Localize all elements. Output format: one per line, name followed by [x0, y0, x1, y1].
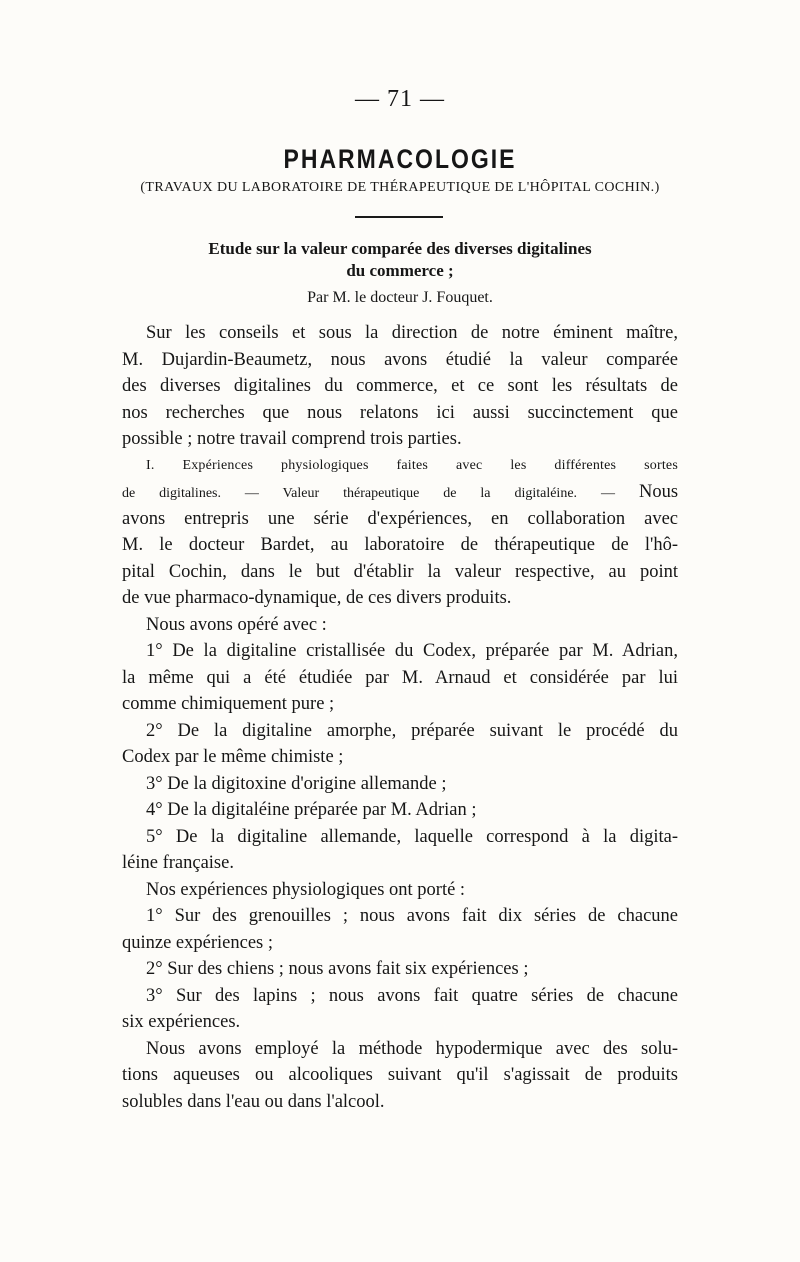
- body-line: 3° Sur des lapins ; nous avons fait quatre séries de chacune: [146, 985, 678, 1006]
- body-line: quinze expériences ;: [122, 932, 274, 953]
- body-line: la même qui a été étudiée par M. Arnaud et considérée par lui: [122, 667, 678, 688]
- body-line: léine française.: [122, 853, 234, 873]
- body-line: pital Cochin, dans le but d'établir la valeur respective, au point: [122, 561, 678, 582]
- body-line: comme chimiquement pure ;: [122, 694, 335, 714]
- body-line: des diverses digitalines du commerce, et ce sont les résultats de: [122, 376, 678, 396]
- body-line: tions aqueuses ou alcooliques suivant qu'il s'agissait de produits: [122, 1065, 678, 1085]
- body-line: Codex par le même chimiste ;: [122, 747, 344, 767]
- body-line: 1° De la digitaline cristallisée du Codex, préparée par M. Adrian,: [146, 641, 678, 661]
- body-line: solubles dans l'eau ou dans l'alcool.: [122, 1091, 385, 1112]
- article-title-line-1: Etude sur la valeur comparée des diverses digitalines: [208, 239, 592, 258]
- body-line: 4° De la digitaléine préparée par M. Adrian ;: [146, 800, 477, 820]
- body-line: 2° Sur des chiens ; nous avons fait six expériences ;: [146, 959, 529, 979]
- body-line: possible ; notre travail comprend trois parties.: [122, 429, 462, 449]
- body-line: Nos expériences physiologiques ont porté :: [146, 879, 466, 900]
- body-line: six expériences.: [122, 1012, 241, 1032]
- body-line: M. le docteur Bardet, au laboratoire de thérapeutique de l'hô-: [122, 535, 678, 555]
- body-line: 3° De la digitoxine d'origine allemande ;: [146, 773, 447, 794]
- body-line: 5° De la digitaline allemande, laquelle correspond à la digita-: [146, 826, 678, 847]
- article-title-line-2: du commerce ;: [346, 261, 454, 280]
- body-line: Nous avons opéré avec :: [146, 614, 327, 635]
- page-number: — 71 —: [355, 86, 445, 112]
- body-line: Nous avons employé la méthode hypodermique avec des solu-: [146, 1038, 678, 1059]
- byline-prefix: Par M. le docteur J.: [307, 289, 433, 306]
- section-subtitle: (TRAVAUX DU LABORATOIRE DE THÉRAPEUTIQUE DE L'HÔPITAL COCHIN.): [140, 180, 660, 195]
- byline: [122, 289, 678, 307]
- body-line: 2° De la digitaline amorphe, préparée suivant le procédé du: [146, 720, 678, 741]
- body-text: [122, 320, 678, 1115]
- heading-continuation: de digitalines. — Valeur thérapeutique de la digitaléine. —: [122, 486, 615, 501]
- body-line: de vue pharmaco-dynamique, de ces divers produits.: [122, 588, 512, 608]
- title-rule: [355, 216, 443, 218]
- body-line: M. Dujardin-Beaumetz, nous avons étudié la valeur comparée: [122, 349, 678, 370]
- body-line: avons entrepris une série d'expériences, en collaboration avec: [122, 508, 678, 529]
- body-line-heading: I. Expériences physiologiques faites avec les différentes sortes: [146, 457, 678, 473]
- body-line: 1° Sur des grenouilles ; nous avons fait dix séries de chacune: [146, 906, 678, 926]
- byline-author: Fouquet.: [436, 289, 493, 306]
- body-line: Sur les conseils et sous la direction de notre éminent maître,: [146, 323, 678, 343]
- body-line: nos recherches que nous relatons ici aussi succinctement que: [122, 402, 678, 423]
- section-title: PHARMACOLOGIE: [283, 143, 517, 174]
- body-line-heading: [122, 479, 678, 506]
- article-title: [122, 238, 678, 282]
- heading-nous: Nous: [638, 482, 679, 502]
